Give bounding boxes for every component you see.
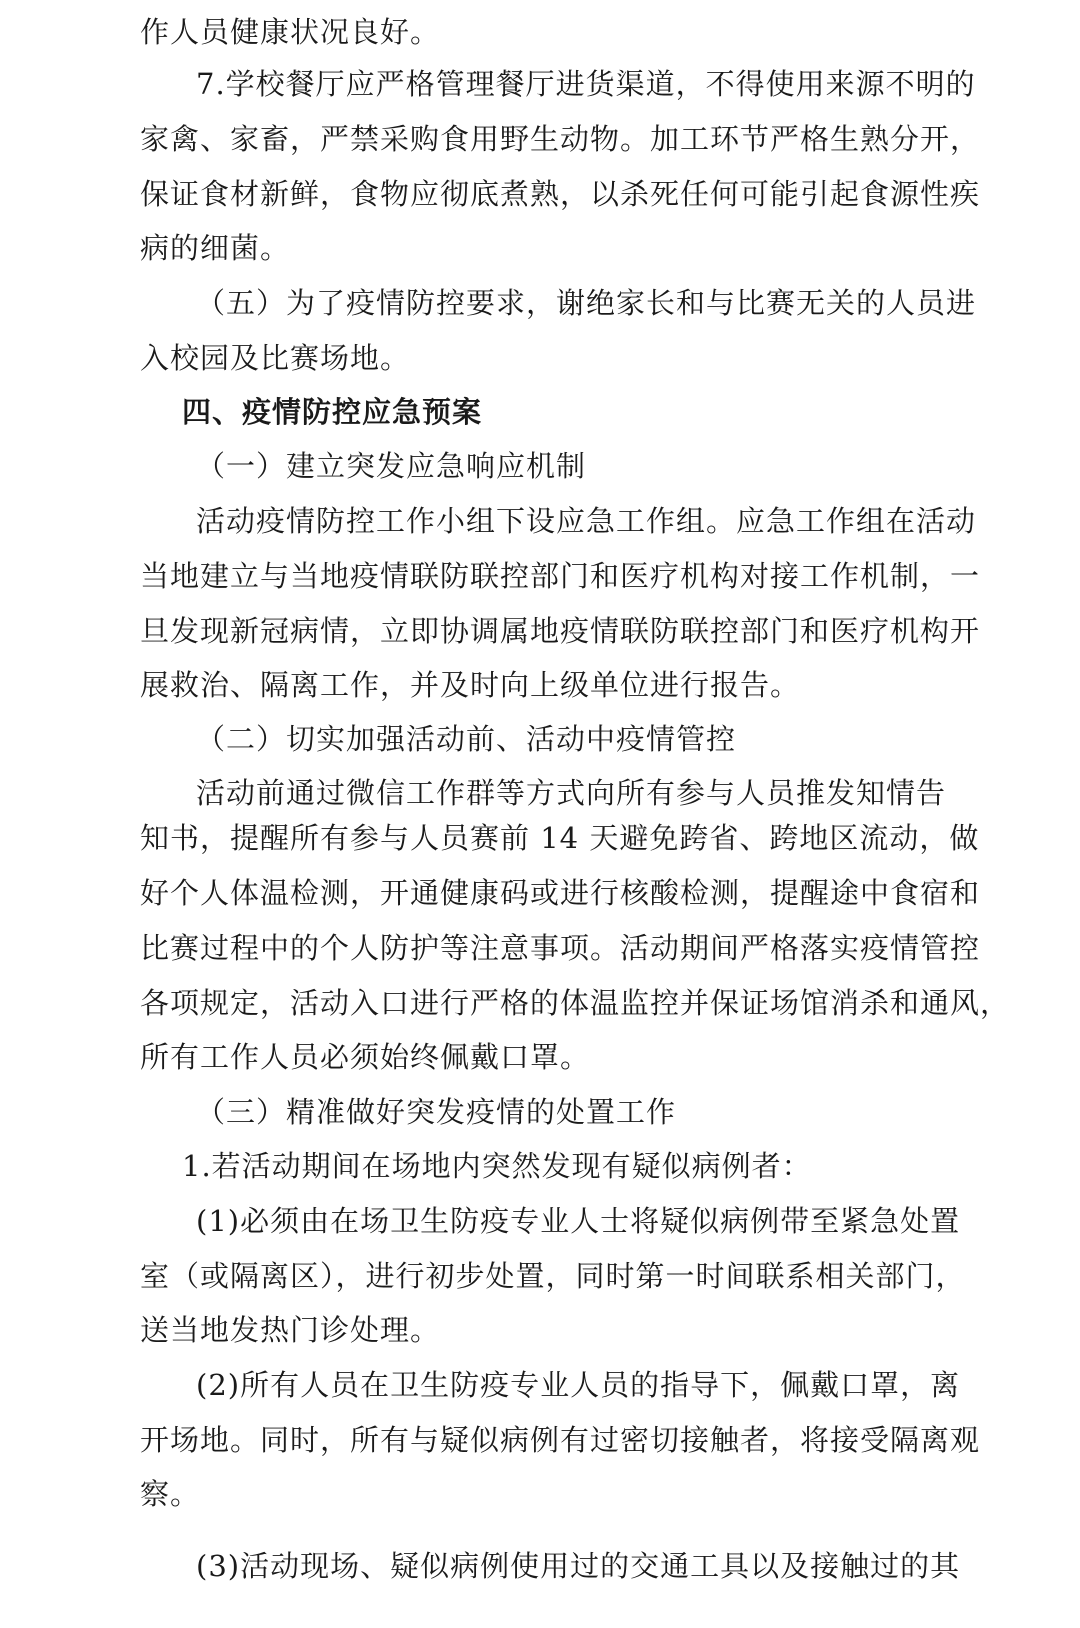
section-heading-5: （五）为了疫情防控要求，谢绝家长和与比赛无关的人员进	[196, 286, 977, 320]
text-line: 家禽、家畜，严禁采购食用野生动物。加工环节严格生熟分开，	[140, 122, 981, 156]
text-line: 当地建立与当地疫情联防联控部门和医疗机构对接工作机制，一	[140, 559, 981, 593]
text-line: 知书，提醒所有参与人员赛前 14 天避免跨省、跨地区流动，做	[140, 821, 980, 855]
text-line: 好个人体温检测，开通健康码或进行核酸检测，提醒途中食宿和	[140, 876, 981, 910]
text-line: 活动前通过微信工作群等方式向所有参与人员推发知情告	[196, 776, 947, 810]
text-line: 7.学校餐厅应严格管理餐厅进货渠道，不得使用来源不明的	[196, 67, 976, 101]
text-line: 开场地。同时，所有与疑似病例有过密切接触者，将接受隔离观	[140, 1423, 981, 1457]
text-line: 送当地发热门诊处理。	[140, 1313, 441, 1347]
text-line: 展救治、隔离工作，并及时向上级单位进行报告。	[140, 668, 801, 702]
text-line: 所有工作人员必须始终佩戴口罩。	[140, 1040, 591, 1074]
text-line: 室（或隔离区），进行初步处置，同时第一时间联系相关部门，	[140, 1259, 966, 1293]
chapter-heading: 四、疫情防控应急预案	[182, 395, 483, 429]
text-line: 作人员健康状况良好。	[140, 15, 441, 49]
text-line: 活动疫情防控工作小组下设应急工作组。应急工作组在活动	[196, 504, 977, 538]
text-line: (1)必须由在场卫生防疫专业人士将疑似病例带至紧急处置	[196, 1204, 961, 1238]
section-heading-2: （二）切实加强活动前、活动中疫情管控	[196, 722, 737, 756]
text-line: (3)活动现场、疑似病例使用过的交通工具以及接触过的其	[196, 1549, 961, 1583]
text-line: 保证食材新鲜，食物应彻底煮熟，以杀死任何可能引起食源性疾	[140, 177, 981, 211]
text-line: 各项规定，活动入口进行严格的体温监控并保证场馆消杀和通风，	[140, 986, 1011, 1020]
section-heading-1: （一）建立突发应急响应机制	[196, 449, 587, 483]
text-line: (2)所有人员在卫生防疫专业人员的指导下，佩戴口罩，离	[196, 1368, 961, 1402]
section-heading-3: （三）精准做好突发疫情的处置工作	[196, 1095, 677, 1129]
text-line: 旦发现新冠病情，立即协调属地疫情联防联控部门和医疗机构开	[140, 614, 981, 648]
text-line: 1.若活动期间在场地内突然发现有疑似病例者：	[182, 1149, 812, 1183]
text-line: 入校园及比赛场地。	[140, 341, 411, 375]
text-line: 比赛过程中的个人防护等注意事项。活动期间严格落实疫情管控	[140, 931, 981, 965]
text-line: 察。	[140, 1477, 201, 1511]
text-line: 病的细菌。	[140, 231, 291, 265]
